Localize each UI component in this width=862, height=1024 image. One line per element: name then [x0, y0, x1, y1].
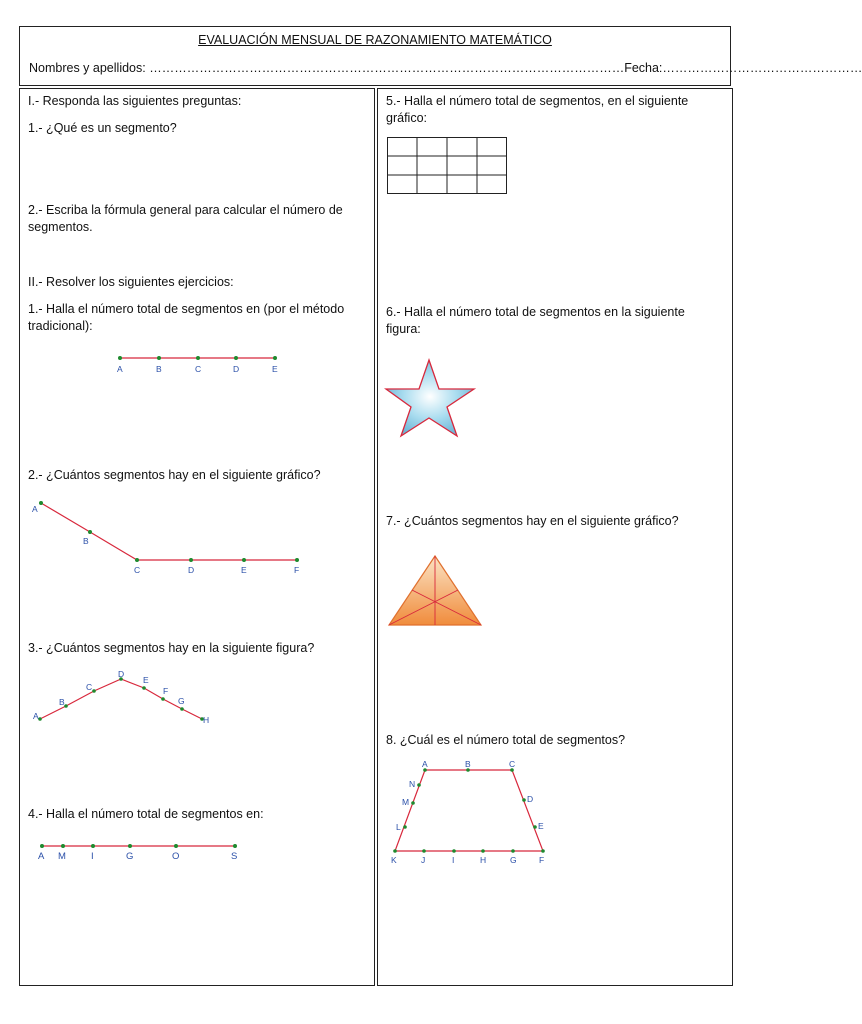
figure-trapezoid: [384, 760, 554, 864]
point-d: [189, 558, 193, 562]
point-n: [417, 783, 421, 787]
figure-broken-line-abcdef: [26, 494, 316, 574]
label-a: A: [32, 504, 38, 514]
point-s: [233, 844, 237, 848]
question-1: 1.- ¿Qué es un segmento?: [28, 121, 177, 135]
label-g: G: [178, 696, 185, 706]
label-m: M: [402, 797, 410, 807]
point-k: [393, 849, 397, 853]
header-box: [19, 26, 862, 86]
figure-segment-amigos: [30, 839, 250, 865]
point-g: [180, 707, 184, 711]
section-2-heading: II.- Resolver los siguientes ejercicios:: [28, 275, 234, 289]
point-c: [196, 356, 200, 360]
label-a: A: [38, 851, 45, 862]
point-g: [511, 849, 515, 853]
point-a: [40, 844, 44, 848]
point-e: [242, 558, 246, 562]
label-k: K: [391, 855, 397, 865]
label-g: G: [510, 855, 517, 865]
figure-zigzag-abcdefgh: [26, 669, 226, 729]
point-b: [157, 356, 161, 360]
label-a: A: [422, 759, 428, 769]
point-i: [91, 844, 95, 848]
question-2: 2.- Escriba la fórmula general para calcular el número de segmentos.: [28, 203, 343, 234]
label-i: I: [91, 851, 94, 862]
point-o: [174, 844, 178, 848]
exercise-8: 8. ¿Cuál es el número total de segmentos?: [386, 733, 626, 747]
figure-triangle: [387, 553, 485, 629]
point-e: [533, 825, 537, 829]
figure-star: [387, 357, 477, 439]
label-f: F: [163, 686, 169, 696]
exercise-5: 5.- Halla el número total de segmentos, en el siguiente gráfico:: [386, 94, 689, 125]
exercise-2: 2.- ¿Cuántos segmentos hay en el siguiente gráfico?: [28, 468, 321, 482]
label-j: J: [421, 855, 426, 865]
label-e: E: [538, 821, 544, 831]
label-b: B: [465, 759, 471, 769]
point-f: [161, 697, 165, 701]
label-a: A: [117, 364, 123, 374]
point-m: [61, 844, 65, 848]
point-l: [403, 825, 407, 829]
left-column: [19, 88, 375, 986]
label-e: E: [241, 565, 247, 575]
label-d: D: [118, 669, 125, 679]
label-g: G: [126, 851, 134, 862]
point-d: [522, 798, 526, 802]
label-l: L: [396, 822, 401, 832]
label-c: C: [509, 759, 516, 769]
label-f: F: [539, 855, 545, 865]
point-i: [452, 849, 456, 853]
label-h: H: [203, 715, 210, 725]
star-shape: [386, 360, 474, 436]
label-e: E: [143, 675, 149, 685]
point-c: [92, 689, 96, 693]
trapezoid-shape: [395, 770, 543, 851]
exercise-1: 1.- Halla el número total de segmentos en (por el método tradicional):: [28, 302, 345, 333]
point-e: [273, 356, 277, 360]
point-a: [39, 501, 43, 505]
label-e: E: [272, 364, 278, 374]
point-d: [234, 356, 238, 360]
exercise-3: 3.- ¿Cuántos segmentos hay en la siguiente figura?: [28, 641, 315, 655]
point-g: [128, 844, 132, 848]
label-c: C: [134, 565, 141, 575]
point-a: [38, 717, 42, 721]
section-1-heading: I.- Responda las siguientes preguntas:: [28, 94, 242, 108]
point-b: [88, 530, 92, 534]
figure-segment-abcde: [110, 349, 290, 379]
label-a: A: [33, 711, 39, 721]
exercise-7: 7.- ¿Cuántos segmentos hay en el siguiente gráfico?: [386, 514, 679, 528]
point-e: [142, 686, 146, 690]
exercise-6: 6.- Halla el número total de segmentos en la siguiente figura:: [386, 305, 685, 336]
label-i: I: [452, 855, 455, 865]
label-c: C: [86, 682, 93, 692]
label-b: B: [83, 536, 89, 546]
right-column: [377, 88, 733, 986]
label-b: B: [156, 364, 162, 374]
label-d: D: [233, 364, 240, 374]
label-o: O: [172, 851, 180, 862]
segment-line: [41, 503, 297, 560]
point-c: [135, 558, 139, 562]
label-f: F: [294, 565, 300, 575]
point-j: [422, 849, 426, 853]
label-h: H: [480, 855, 487, 865]
point-f: [295, 558, 299, 562]
point-a: [118, 356, 122, 360]
label-s: S: [231, 851, 238, 862]
label-n: N: [409, 779, 416, 789]
label-m: M: [58, 851, 66, 862]
point-b: [64, 704, 68, 708]
point-f: [541, 849, 545, 853]
label-d: D: [188, 565, 195, 575]
point-h: [481, 849, 485, 853]
name-date-line: Nombres y apellidos: ……………………………………………………………………………………………………Fecha:…………………………………………: [29, 61, 862, 75]
figure-grid: [387, 137, 509, 197]
label-d: D: [527, 794, 534, 804]
label-c: C: [195, 364, 202, 374]
page-title: EVALUACIÓN MENSUAL DE RAZONAMIENTO MATEMÁTICO: [198, 33, 552, 47]
point-m: [411, 801, 415, 805]
label-b: B: [59, 697, 65, 707]
exercise-4: 4.- Halla el número total de segmentos en:: [28, 807, 264, 821]
